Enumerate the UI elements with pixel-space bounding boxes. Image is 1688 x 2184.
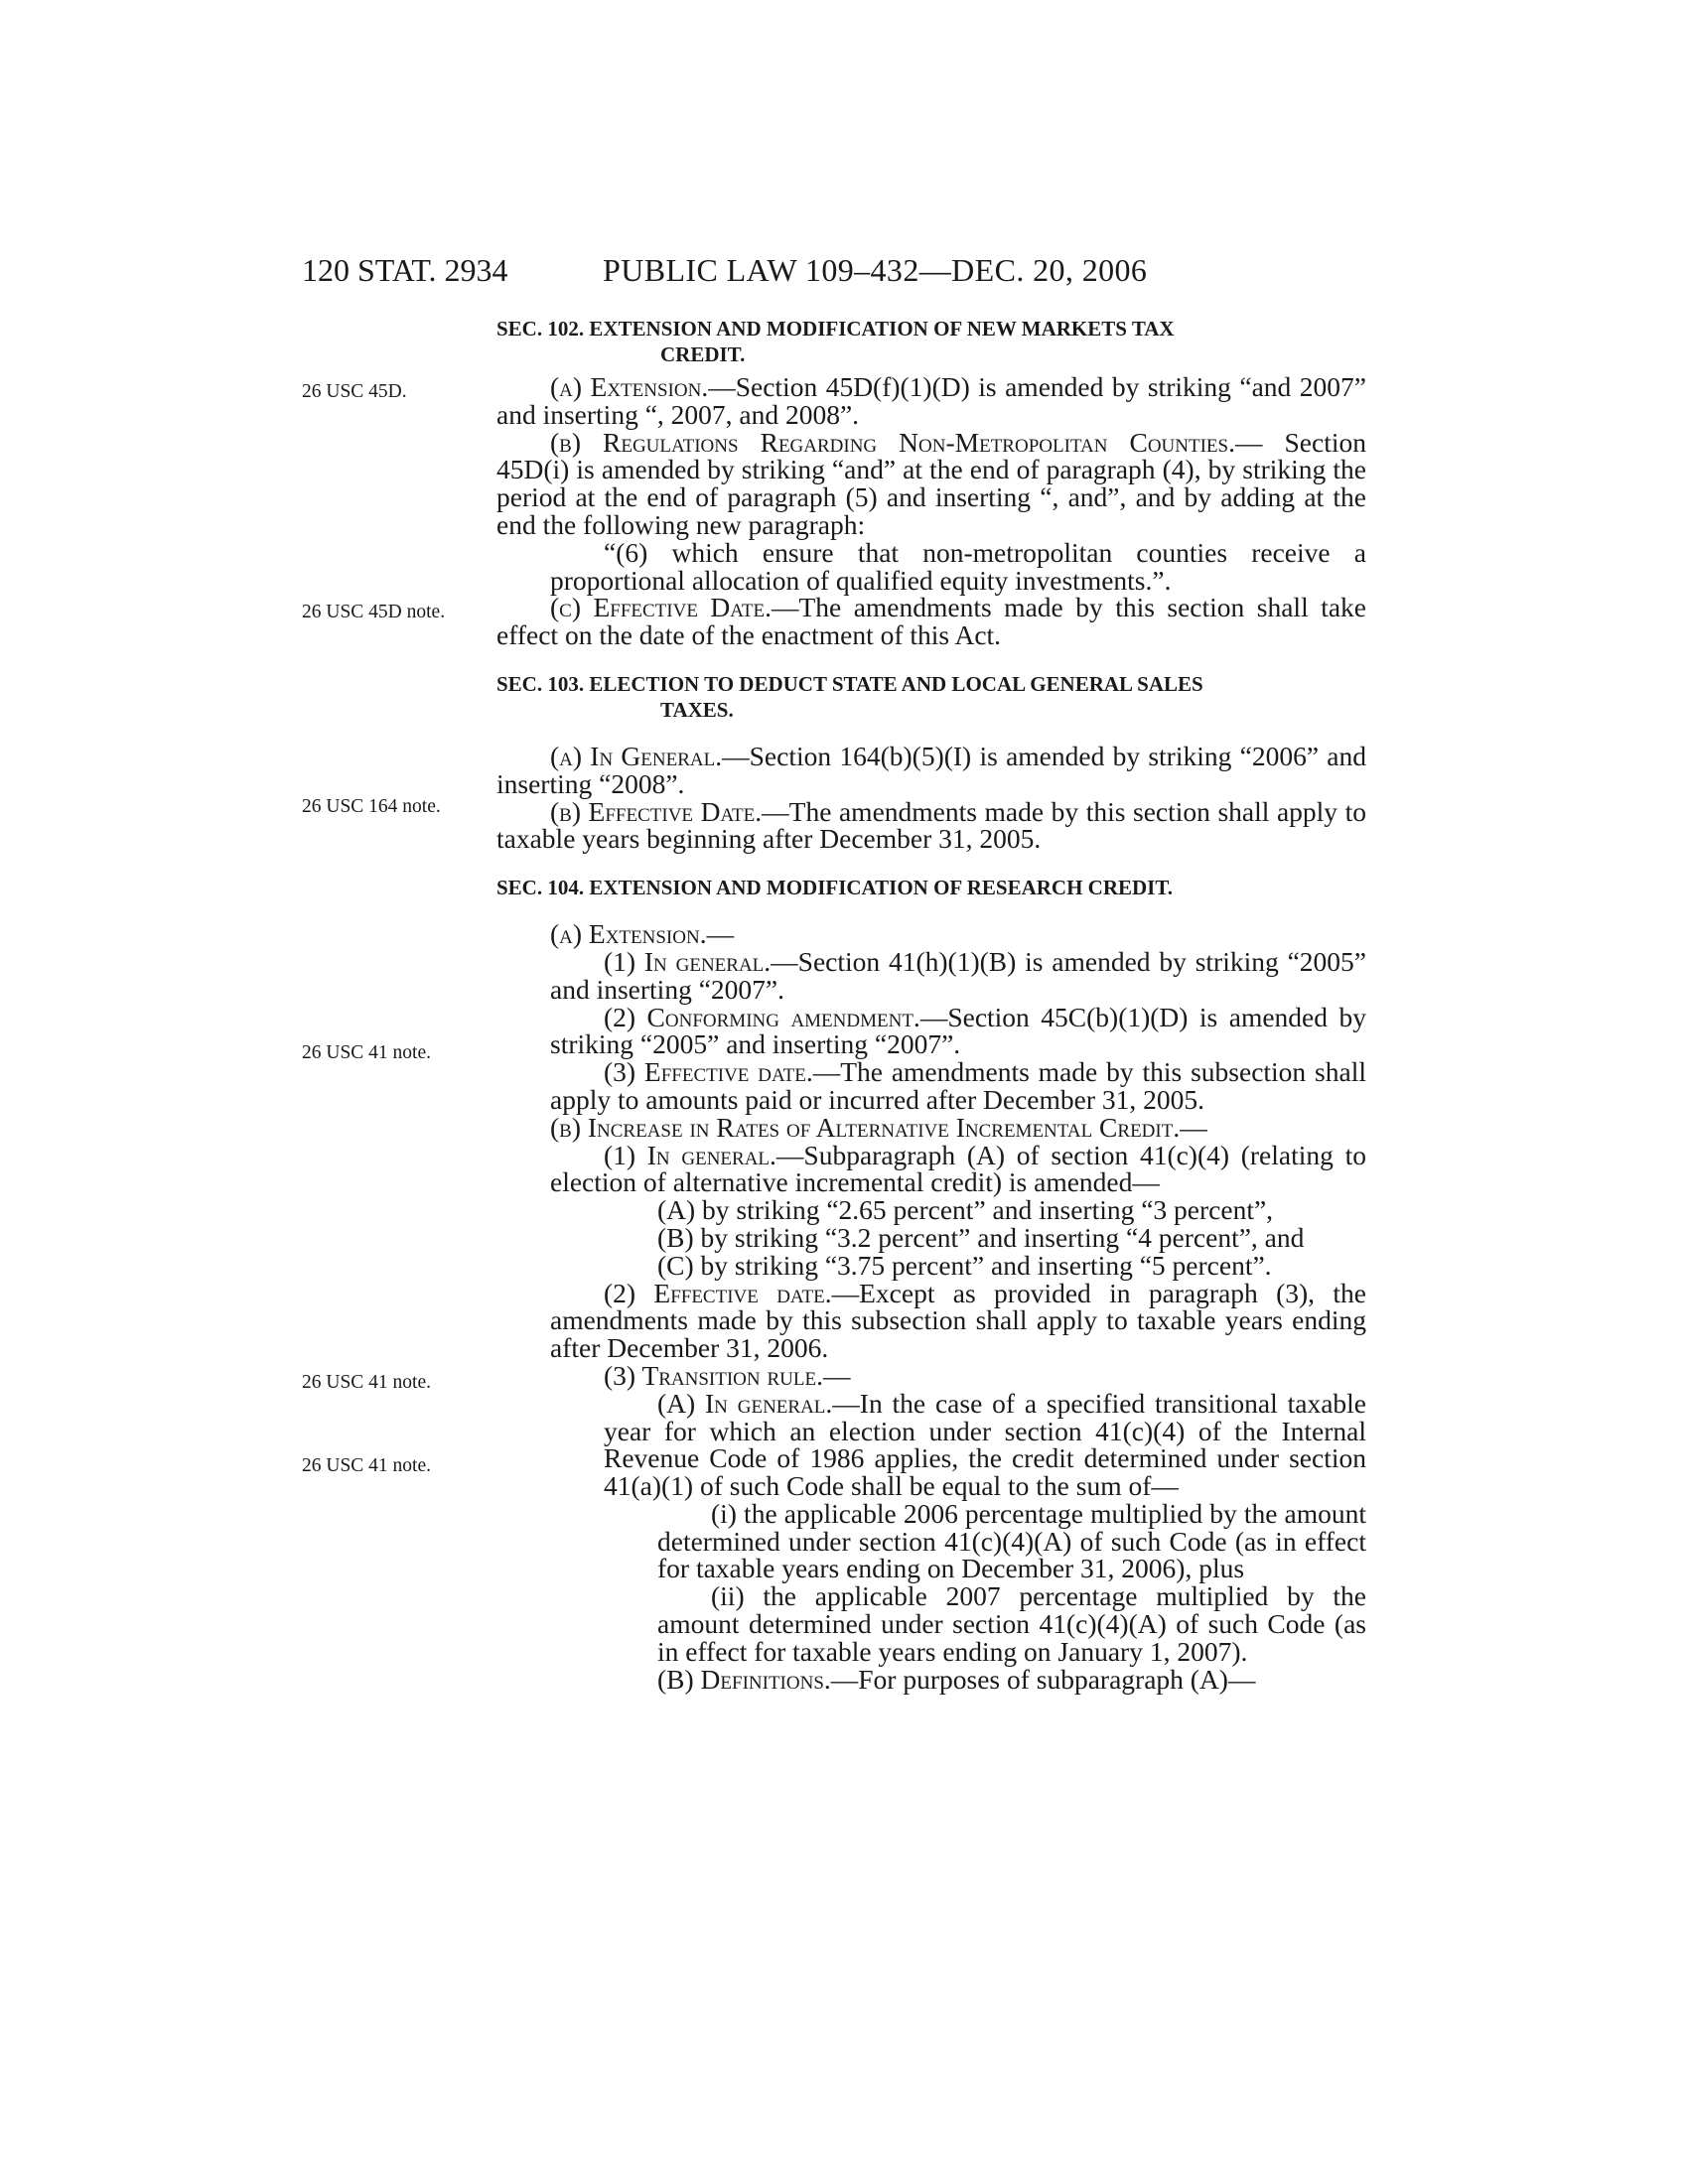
subsection-heading: (b) Increase in Rates of Alternative Incremental Credit. <box>550 1111 1181 1143</box>
subsection-text: — <box>1180 1111 1207 1143</box>
paragraph-text: —Except as provided in paragraph (3), the amendments made by this subsection shall apply to taxable years ending after December 31, 2006. <box>550 1277 1366 1364</box>
paragraph-heading: (1) In general. <box>604 1139 776 1170</box>
subparagraph-heading: (B) Definitions. <box>657 1663 831 1695</box>
section-heading <box>496 671 1366 723</box>
margin-note: 26 USC 41 note. <box>302 1372 432 1393</box>
section-heading-line: SEC. 102. EXTENSION AND MODIFICATION OF NEW MARKETS TAX <box>496 317 1175 341</box>
subsection <box>496 920 1366 948</box>
subparagraph: (A) by striking “2.65 percent” and inserting “3 percent”, <box>657 1194 1274 1226</box>
subsection-heading: (a) Extension. <box>550 371 709 402</box>
statute-body <box>496 316 1366 1693</box>
section-heading <box>496 316 1366 367</box>
public-law-title: PUBLIC LAW 109–432—DEC. 20, 2006 <box>603 252 1148 288</box>
section-heading: SEC. 104. EXTENSION AND MODIFICATION OF RESEARCH CREDIT. <box>496 876 1174 900</box>
paragraph-heading: (2) Effective date. <box>604 1277 832 1308</box>
subsection <box>496 740 1366 799</box>
paragraph-text: — <box>822 1359 851 1391</box>
subsection-text: —The amendments made by this section shall apply to taxable years beginning after December 31, 2005. <box>496 795 1366 855</box>
clause: (ii) the applicable 2007 percentage multiplied by the amount determined under section 41(c)(4)(A) of such Code (as in effect for taxable years ending on January 1, 2007). <box>657 1580 1366 1667</box>
paragraph: “(6) which ensure that non-metropolitan counties receive a proportional allocation of qualified equity investments.”. <box>550 536 1366 596</box>
subparagraph-text: —In the case of a specified transitional taxable year for which an election under section 41(c)(4) of the Internal Revenue Code of 1986 applies, the credit determined under section 41(a)(1) of such Code shall be equal to the sum of— <box>604 1387 1366 1502</box>
subsection <box>496 373 1366 429</box>
paragraph-text: —Subparagraph (A) of section 41(c)(4) (relating to election of alternative incremental credit) is amended— <box>550 1139 1366 1198</box>
subparagraph: (B) by striking “3.2 percent” and inserting “4 percent”, and <box>657 1221 1305 1253</box>
margin-note: 26 USC 164 note. <box>302 796 441 817</box>
paragraph <box>496 1359 1366 1391</box>
subparagraph: (C) by striking “3.75 percent” and inserting “5 percent”. <box>657 1249 1272 1281</box>
subparagraph-text: —For purposes of subparagraph (A)— <box>830 1663 1256 1695</box>
margin-note: 26 USC 41 note. <box>302 1455 432 1476</box>
clause: (i) the applicable 2006 percentage multiplied by the amount determined under section 41(c)(4)(A) of such Code (as in effect for taxable years ending on December 31, 2006), plus <box>657 1497 1366 1584</box>
subsection-text: —Section 45D(f)(1)(D) is amended by striking “and 2007” and inserting “, 2007, and 2008”. <box>496 371 1366 430</box>
paragraph-heading: (2) Conforming amendment. <box>604 1001 920 1032</box>
paragraph <box>496 1277 1366 1364</box>
subsection <box>496 795 1366 855</box>
subparagraph <box>496 1387 1366 1502</box>
section-heading-line: SEC. 103. ELECTION TO DEDUCT STATE AND LOCAL GENERAL SALES <box>496 671 1203 696</box>
subsection-text: — Section 45D(i) is amended by striking “and” at the end of paragraph (4), by striking the period at the end of paragraph (5) and inserting “, and”, and by adding at the end the following new paragraph: <box>496 426 1366 540</box>
paragraph <box>496 1139 1366 1198</box>
stat-page-number: 120 STAT. 2934 <box>302 252 508 288</box>
section-heading-line: TAXES. <box>660 697 734 722</box>
section-heading-line: CREDIT. <box>660 342 746 366</box>
margin-note: 26 USC 45D. <box>302 381 407 402</box>
subsection-text: —The amendments made by this section shall take effect on the date of the enactment of this Act. <box>496 592 1366 651</box>
subsection-heading: (a) In General. <box>550 740 723 771</box>
paragraph-heading: (3) Transition rule. <box>604 1359 823 1391</box>
paragraph <box>496 1058 1366 1114</box>
paragraph-text: —Section 45C(b)(1)(D) is amended by striking “2005” and inserting “2007”. <box>550 1001 1366 1060</box>
margin-note: 26 USC 45D note. <box>302 602 446 622</box>
subsection-heading: (a) Extension. <box>550 918 707 950</box>
subsection-heading: (b) Regulations Regarding Non-Metropolitan Counties. <box>550 426 1235 458</box>
page-header <box>302 252 1366 292</box>
paragraph-text: —The amendments made by this subsection shall apply to amounts paid or incurred after December 31, 2005. <box>550 1056 1366 1115</box>
subsection <box>496 426 1366 540</box>
subsection <box>496 594 1366 649</box>
paragraph-text: —Section 41(h)(1)(B) is amended by striking “2005” and inserting “2007”. <box>550 945 1366 1005</box>
paragraph <box>496 1001 1366 1060</box>
paragraph <box>496 945 1366 1005</box>
subsection-heading: (b) Effective Date. <box>550 795 763 827</box>
subparagraph <box>496 1663 1366 1695</box>
paragraph-heading: (1) In general. <box>604 945 772 977</box>
paragraph-heading: (3) Effective date. <box>604 1056 813 1088</box>
margin-note: 26 USC 41 note. <box>302 1042 432 1063</box>
subsection <box>496 1111 1366 1143</box>
subsection-text: — <box>706 918 735 950</box>
subsection-text: —Section 164(b)(5)(I) is amended by striking “2006” and inserting “2008”. <box>496 740 1366 799</box>
subsection-heading: (c) Effective Date. <box>550 592 772 623</box>
subparagraph-heading: (A) In general. <box>657 1387 833 1419</box>
